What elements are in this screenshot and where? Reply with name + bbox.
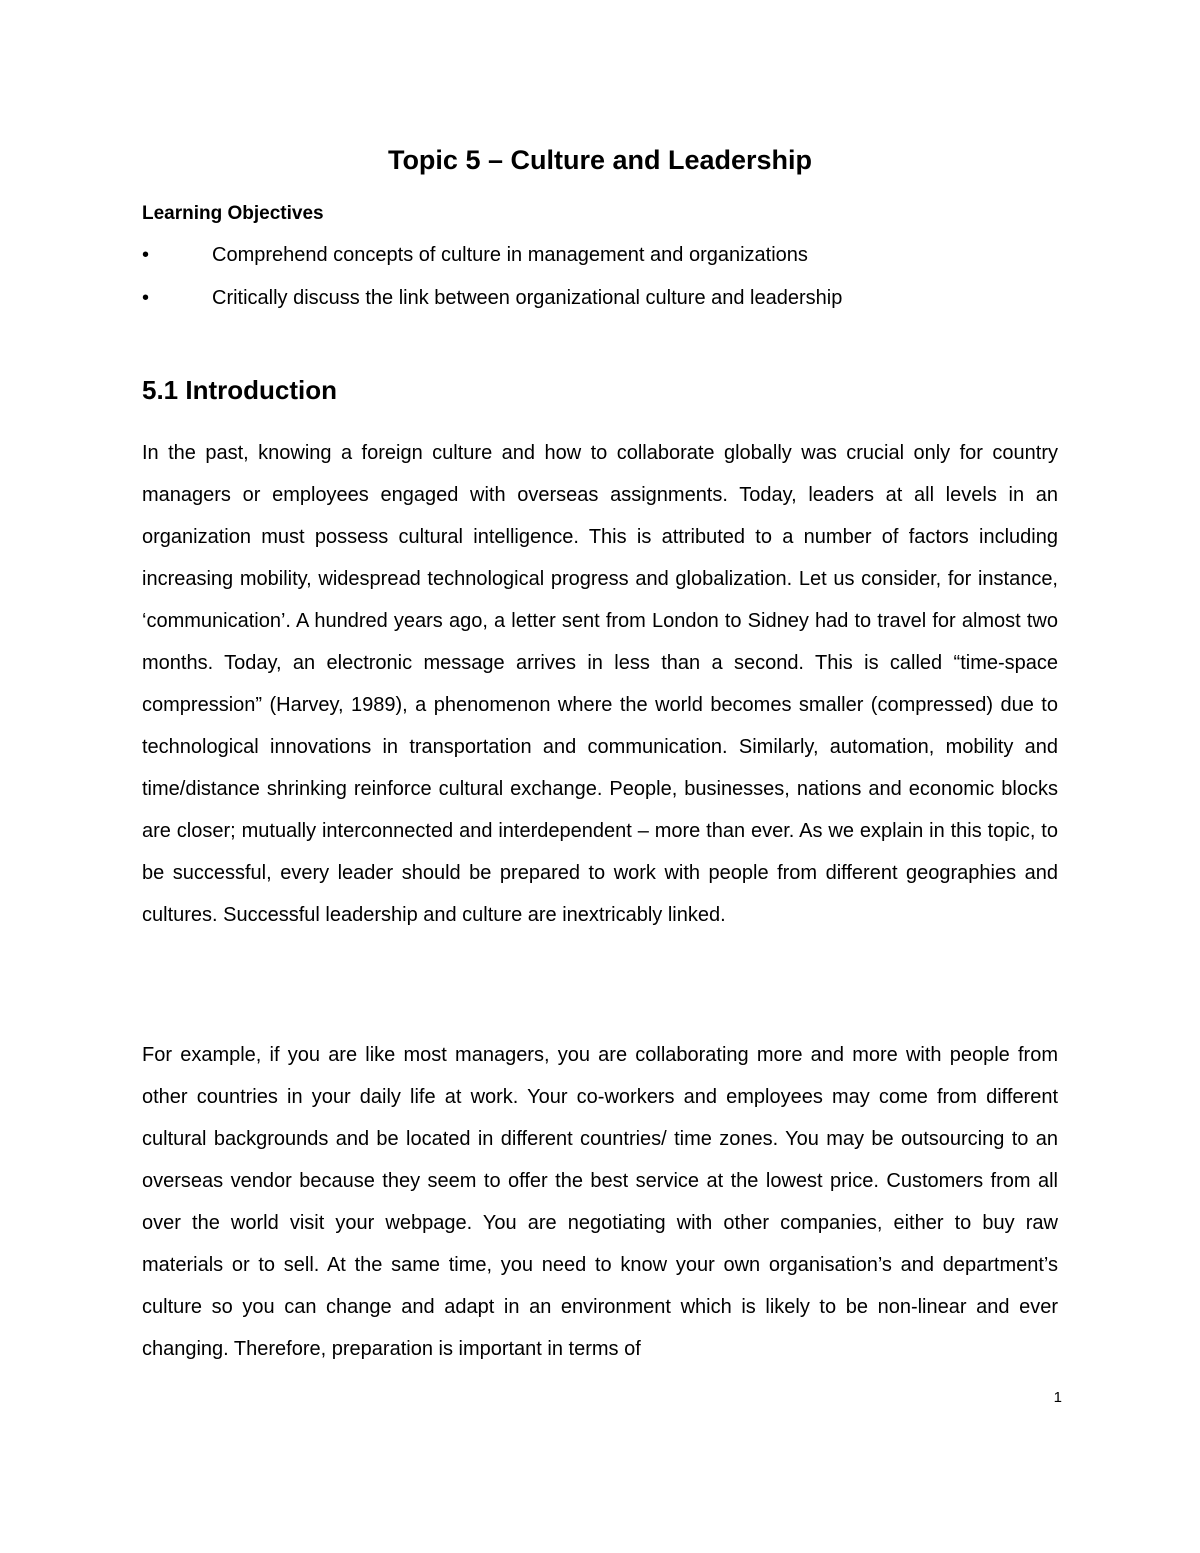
document-title: Topic 5 – Culture and Leadership — [387, 145, 813, 175]
page-number: 1 — [1053, 1389, 1062, 1406]
section-heading: 5.1 Introduction — [142, 375, 337, 405]
body-paragraph: For example, if you are like most managers, you are collaborating more and more with people from other countries in your daily life at work. Your co-workers and employees may come from different cultural backgrounds and be located in different countries/ time zones. You may be outsourcing to an overseas vendor because they seem to offer the best service at the lowest price. Customers from all over the world visit your webpage. You are negotiating with other companies, either to buy raw materials or to sell. At the same time, you need to know your own organisation’s and department’s culture so you can change and adapt in an environment which is likely to be non-linear and ever changing. Therefore, preparation is important in terms of — [142, 1044, 1058, 1360]
body-paragraph: In the past, knowing a foreign culture and how to collaborate globally was crucial only for country managers or employees engaged with overseas assignments. Today, leaders at all levels in an organization must possess cultural intelligence. This is attributed to a number of factors including increasing mobility, widespread technological progress and globalization. Let us consider, for instance, ‘communication’. A hundred years ago, a letter sent from London to Sidney had to travel for almost two months. Today, an electronic message arrives in less than a second. This is called “time-space compression” (Harvey, 1989), a phenomenon where the world becomes smaller (compressed) due to technological innovations in transportation and communication. Similarly, automation, mobility and time/distance shrinking reinforce cultural exchange. People, businesses, nations and economic blocks are closer; mutually interconnected and interdependent – more than ever. As we explain in this topic, to be successful, every leader should be prepared to work with people from different geographies and cultures. Successful leadership and culture are inextricably linked. — [142, 442, 1058, 926]
objective-text: Comprehend concepts of culture in management and organizations — [212, 244, 808, 266]
bullet-icon: • — [142, 244, 150, 266]
learning-objectives-heading: Learning Objectives — [142, 203, 324, 224]
objective-text: Critically discuss the link between organizational culture and leadership — [212, 287, 843, 309]
bullet-icon: • — [142, 287, 150, 309]
